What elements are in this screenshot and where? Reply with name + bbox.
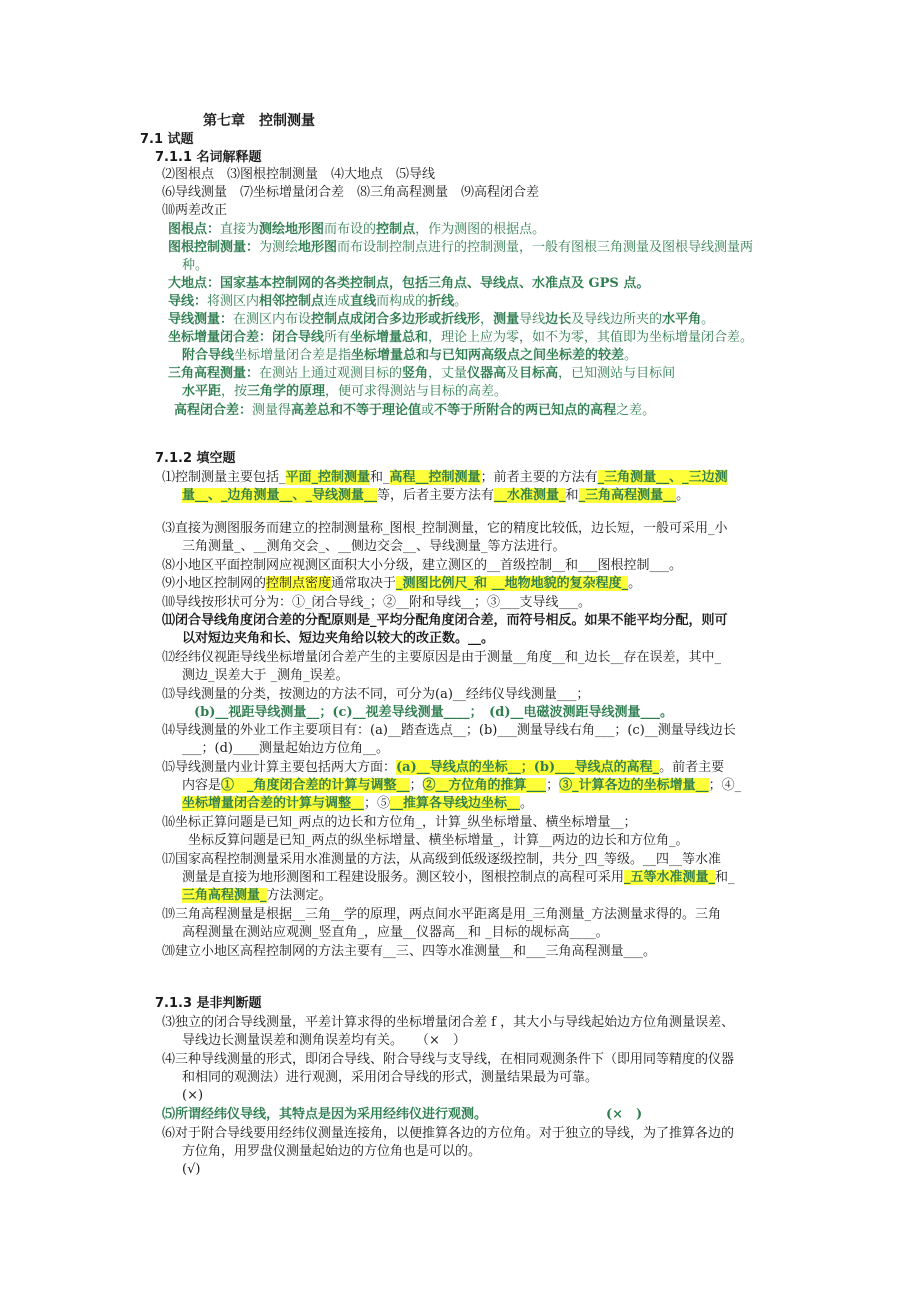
fill-q16: ⒃坐标正算问题是已知_两点的边长和方位角_，计算_纵坐标增量、横坐标增量__；: [162, 815, 637, 830]
q-answer: 三角高程测量_: [182, 888, 267, 903]
def-text: ，: [480, 312, 494, 327]
q-answer: (a)__导线点的坐标__；(b)___导线点的高程_: [396, 760, 660, 775]
q-text: 和_: [370, 470, 390, 485]
def-text: 测量得: [252, 403, 292, 418]
tf-q6-answer: (√): [182, 1162, 201, 1177]
def-key: 水平距: [182, 384, 222, 399]
q-answer: 平面_控制测量: [285, 470, 371, 485]
def-key: 坐标增量总和与已知两高级点之间坐标差的较差: [351, 348, 625, 363]
def-key: 水平角: [662, 312, 702, 327]
fill-q14-cont: ___；(d)____测量起始边方位角__。: [182, 741, 389, 756]
def-key: 三角学的原理: [247, 384, 326, 399]
def-tugendian: [168, 221, 545, 239]
def-key: 控制点: [376, 222, 416, 237]
tf-q6-cont: 方位角，用罗盘仪测量起始边的方位角也是可以的。: [182, 1144, 482, 1159]
def-dadidian: 大地点：国家基本控制网的各类控制点，包括三角点、导线点、水准点及 GPS 点。: [168, 276, 650, 291]
def-text: 或: [421, 403, 435, 418]
q-text: 等，后者主要方法有: [377, 488, 495, 503]
q-text: 。: [628, 576, 642, 591]
section-7-1-1: 7.1.1 名词解释题: [155, 150, 262, 165]
def-term: 图根点：: [168, 222, 221, 237]
section-7-1-2: 7.1.2 填空题: [155, 451, 236, 466]
def-key: 测量: [493, 312, 520, 327]
q-answer: __推算各导线边坐标__: [390, 796, 521, 811]
def-text: 之差。: [616, 403, 656, 418]
q-text: ⑼小地区控制网的: [162, 576, 267, 591]
q-text: 。前者主要: [659, 760, 725, 775]
q-answer: ③_计算各边的坐标增量__: [559, 778, 709, 793]
q-answer: _三角测量__、_三边测: [597, 470, 728, 485]
def-text: 在测站上通过观测目标的: [259, 366, 403, 381]
q-answer: _测图比例尺_和 __地物地貌的复杂程度_: [396, 576, 629, 591]
def-text: ，理论上应为零，如不为零，其值即为坐标增量闭合差。: [428, 330, 754, 345]
q-text: 和_: [715, 870, 735, 885]
tf-q4-answer: (×): [182, 1088, 204, 1103]
q-text: ；: [409, 778, 423, 793]
tf-q6: ⑹对于附合导线要用经纬仪测量连接角，以便推算各边的方位角。对于独立的导线，为了推算各边的: [162, 1126, 735, 1141]
fill-q13-cont: (b)__视距导线测量__；(c)__视差导线测量____； (d)__电磁波测距导线测量___。: [194, 705, 674, 720]
q-answer: _五等水准测量_: [624, 870, 716, 885]
terms-line-1: ⑵图根点 ⑶图根控制测量 ⑷大地点 ⑸导线: [162, 167, 436, 182]
fill-q15-cont2: [182, 795, 533, 813]
q-text: 。: [520, 796, 534, 811]
fill-q16-cont: 坐标反算问题是已知_两点的纵坐标增量、横坐标增量_，计算__两边的边长和方位角_。: [188, 833, 689, 848]
def-term: 高程闭合差：: [174, 403, 253, 418]
def-gaocheng-bihecha: [174, 402, 655, 420]
q-text: 方法测定。: [266, 888, 332, 903]
q-answer: 量__、_边角测量__、_导线测量__: [182, 488, 378, 503]
q-text: ；: [546, 778, 560, 793]
fill-q12-cont: 测边_误差大于 _测角_误差。: [182, 668, 349, 683]
q-answer: 控制点密度: [266, 576, 332, 591]
def-term: 导线测量：: [168, 312, 234, 327]
q-text: 通常取决于: [331, 576, 397, 591]
terms-line-2: ⑹导线测量 ⑺坐标增量闭合差 ⑻三角高程测量 ⑼高程闭合差: [162, 185, 540, 200]
fill-q13: ⒀导线测量的分类，按测边的方法不同，可分为(a)__经纬仪导线测量___；: [162, 687, 590, 702]
fill-q11-cont: 以对短边夹角和长、短边夹角给以较大的改正数。__。: [182, 631, 495, 646]
def-tugen-control-cont: 种。: [182, 258, 209, 273]
def-text: ，已知测站与目标间: [558, 366, 676, 381]
tf-q5: ⑸所谓经纬仪导线，其特点是因为采用经纬仪进行观测。: [162, 1107, 488, 1122]
def-tugen-control: [168, 239, 753, 257]
def-text: 连成: [324, 294, 351, 309]
fill-q10: ⑽导线按形状可分为：①_闭合导线_；②__附和导线__；③___支导线___。: [162, 595, 592, 610]
fill-q3: ⑶直接为测图服务而建立的控制测量称_图根_控制测量，它的精度比较低，边长短，一般可采用_小: [162, 521, 728, 536]
tf-q3: ⑶独立的闭合导线测量，平差计算求得的坐标增量闭合差 f ，其大小与导线起始边方位角测量误差、: [162, 1015, 735, 1030]
def-term: 三角高程测量：: [168, 366, 260, 381]
q-answer: ②__方位角的推算___: [422, 778, 547, 793]
def-text: 及导线边所夹的: [571, 312, 663, 327]
fill-q15-cont: [182, 777, 741, 795]
def-key: 直线: [350, 294, 377, 309]
def-fuhe-daoxian: [182, 347, 637, 365]
def-text: 在测区内布设: [233, 312, 312, 327]
q-text: ；⑤: [364, 796, 391, 811]
fill-q15: [162, 759, 724, 777]
def-term: 坐标增量闭合差：闭合导线: [168, 330, 325, 345]
def-sanjiao-gaocheng-cont: [182, 383, 507, 401]
def-daoxian: [168, 293, 467, 311]
q-answer: __水准测量_: [494, 488, 566, 503]
def-text: 。: [454, 294, 468, 309]
tf-q4-cont: 和相同的观测法）进行观测，采用闭合导线的形式，测量结果最为可靠。: [182, 1070, 599, 1085]
fill-q17-cont: [182, 869, 735, 887]
q-text: ⒂导线测量内业计算主要包括两大方面：: [162, 760, 397, 775]
def-text: 直接为: [220, 222, 260, 237]
def-text: 导线: [519, 312, 546, 327]
def-text: ，作为测图的根据点。: [415, 222, 546, 237]
terms-line-3: ⑽两差改正: [162, 203, 228, 218]
def-term: 图根控制测量：: [168, 240, 260, 255]
fill-q12: ⑿经纬仪视距导线坐标增量闭合差产生的主要原因是由于测量__角度__和_边长__存在误差，其中_: [162, 650, 722, 665]
tf-q3-cont: 导线边长测量误差和测角误差均有关。 （× ）: [182, 1033, 466, 1048]
fill-q1: [162, 469, 728, 487]
q-text: ⑴控制测量主要包括_: [162, 470, 286, 485]
def-text: 而构成的: [376, 294, 429, 309]
def-text: 。: [701, 312, 715, 327]
def-text: 而布设制控制点进行的控制测量，一般有图根三角测量及图根导线测量两: [337, 240, 754, 255]
def-text: ，按: [221, 384, 248, 399]
def-key: 仪器高: [467, 366, 507, 381]
q-text: ；前者主要的方法有: [480, 470, 598, 485]
q-answer: _三角高程测量__: [578, 488, 677, 503]
q-text: 内容是: [182, 778, 222, 793]
def-key: 相邻控制点: [259, 294, 325, 309]
section-7-1-3: 7.1.3 是非判断题: [155, 996, 262, 1011]
q-answer: 坐标增量闭合差的计算与调整__: [182, 796, 365, 811]
def-key: 测绘地形图: [259, 222, 325, 237]
chapter-title: 第七章 控制测量: [203, 113, 315, 129]
fill-q19: ⒆三角高程测量是根据__三角__学的原理，两点间水平距离是用_三角测量_方法测量求得的。三角: [162, 907, 722, 922]
fill-q9: [162, 575, 641, 593]
q-text: 和: [565, 488, 579, 503]
fill-q17: ⒄国家高程控制测量采用水准测量的方法，从高级到低级逐级控制，共分_四_等级。__四__等水准: [162, 852, 722, 867]
def-text: 及: [506, 366, 520, 381]
section-7-1: 7.1 试题: [140, 132, 194, 147]
def-term: 导线：: [168, 294, 208, 309]
def-key: 坐标增量总和: [350, 330, 429, 345]
def-key: 折线: [428, 294, 455, 309]
def-text: 而布设的: [324, 222, 377, 237]
def-text: 坐标增量闭合差是指: [234, 348, 352, 363]
q-text: 测量是直接为地形测图和工程建设服务。测区较小，图根控制点的高程可采用: [182, 870, 625, 885]
tf-q5-answer: (× ): [606, 1107, 643, 1122]
def-text: ，丈量: [428, 366, 468, 381]
fill-q20: ⒇建立小地区高程控制网的方法主要有__三、四等水准测量__和___三角高程测量___。: [162, 944, 657, 959]
fill-q3-cont: 三角测量_、__测角交会_、__侧边交会__、导线测量_等方法进行。: [182, 539, 566, 554]
def-key: 边长: [545, 312, 572, 327]
def-key: 控制点成闭合多边形或折线形: [311, 312, 481, 327]
def-key: 高差总和不等于理论值: [291, 403, 422, 418]
def-text: 所有: [324, 330, 351, 345]
def-key: 附合导线: [182, 348, 235, 363]
fill-q19-cont: 高程测量在测站应观测_竖直角_，应量__仪器高__和 _目标的觇标高____。: [182, 925, 609, 940]
q-text: ；④_: [708, 778, 742, 793]
def-key: 地形图: [298, 240, 338, 255]
q-text: 。: [676, 488, 690, 503]
q-answer: ① _角度闭合差的计算与调整__: [221, 778, 410, 793]
def-text: 将测区内: [207, 294, 260, 309]
fill-q1-cont: [182, 487, 689, 505]
def-sanjiao-gaocheng: [168, 365, 675, 383]
def-text: ，便可求得测站与目标的高差。: [325, 384, 508, 399]
fill-q8: ⑻小地区平面控制网应视测区面积大小分级，建立测区的__首级控制__和___图根控制___。: [162, 558, 683, 573]
fill-q14: ⒁导线测量的外业工作主要项目有：(a)__踏查选点__；(b)___测量导线右角___；(c)__测量导线边长: [162, 723, 736, 738]
def-text: 为测绘: [259, 240, 299, 255]
def-zuobiao-bihecha: [168, 329, 753, 347]
q-answer: 高程__控制测量: [389, 470, 481, 485]
tf-q4: ⑷三种导线测量的形式，即闭合导线、附合导线与支导线，在相同观测条件下（即用同等精度的仪器: [162, 1052, 735, 1067]
def-daoxian-celiang: [168, 311, 714, 329]
fill-q17-cont2: [182, 887, 332, 905]
def-key: 竖角: [402, 366, 429, 381]
def-key: 不等于所附合的两已知点的高程: [434, 403, 617, 418]
fill-q11: ⑾闭合导线角度闭合差的分配原则是_平均分配角度闭合差，而符号相反。如果不能平均分配，则可: [162, 613, 728, 628]
def-text: 。: [624, 348, 638, 363]
def-key: 目标高: [519, 366, 559, 381]
